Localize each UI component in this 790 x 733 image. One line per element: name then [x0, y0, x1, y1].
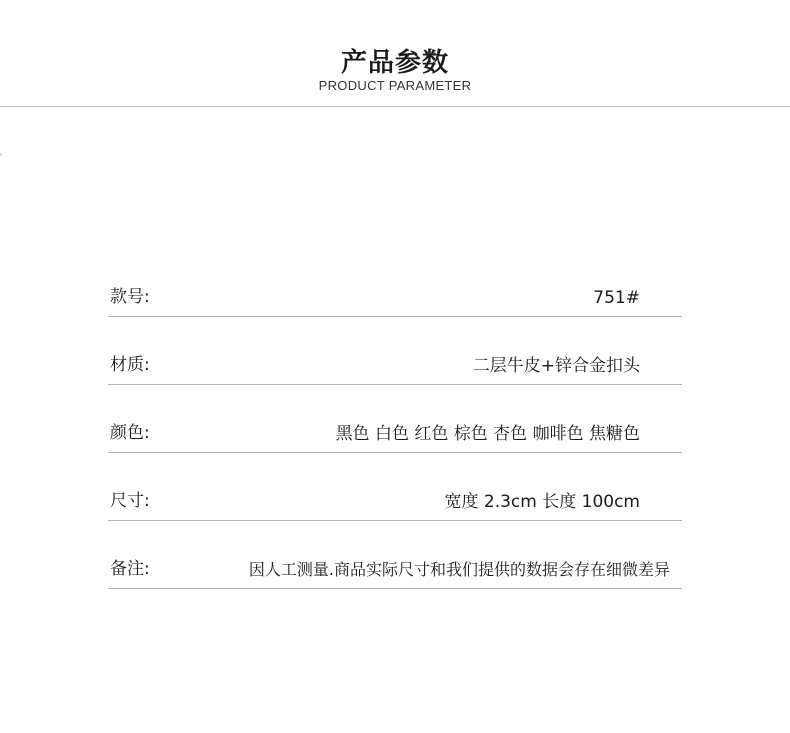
- param-label-note: 备注:: [110, 559, 150, 579]
- param-value-model: 751#: [593, 288, 640, 308]
- row-divider: [108, 384, 682, 385]
- page-title: 产品参数: [340, 48, 449, 78]
- row-divider: [108, 316, 682, 317]
- param-value-size: 宽度 2.3cm 长度 100cm: [444, 492, 640, 512]
- param-label-model: 款号:: [110, 287, 150, 307]
- page-subtitle: PRODUCT PARAMETER: [318, 78, 472, 93]
- row-divider: [108, 520, 682, 521]
- param-row-size: [108, 481, 682, 521]
- param-label-size: 尺寸:: [110, 491, 150, 511]
- param-value-note: 因人工测量.商品实际尺寸和我们提供的数据会存在细微差异: [248, 560, 670, 579]
- param-value-color: 黑色 白色 红色 棕色 杏色 咖啡色 焦糖色: [335, 424, 640, 444]
- param-label-material: 材质:: [110, 355, 150, 375]
- row-divider: [108, 588, 682, 589]
- param-row-color: [108, 413, 682, 453]
- param-label-color: 颜色:: [110, 423, 150, 443]
- param-row-model: [108, 277, 682, 317]
- row-divider: [108, 452, 682, 453]
- param-row-material: [108, 345, 682, 385]
- param-row-note: [108, 549, 682, 589]
- param-value-material: 二层牛皮+锌合金扣头: [472, 356, 640, 376]
